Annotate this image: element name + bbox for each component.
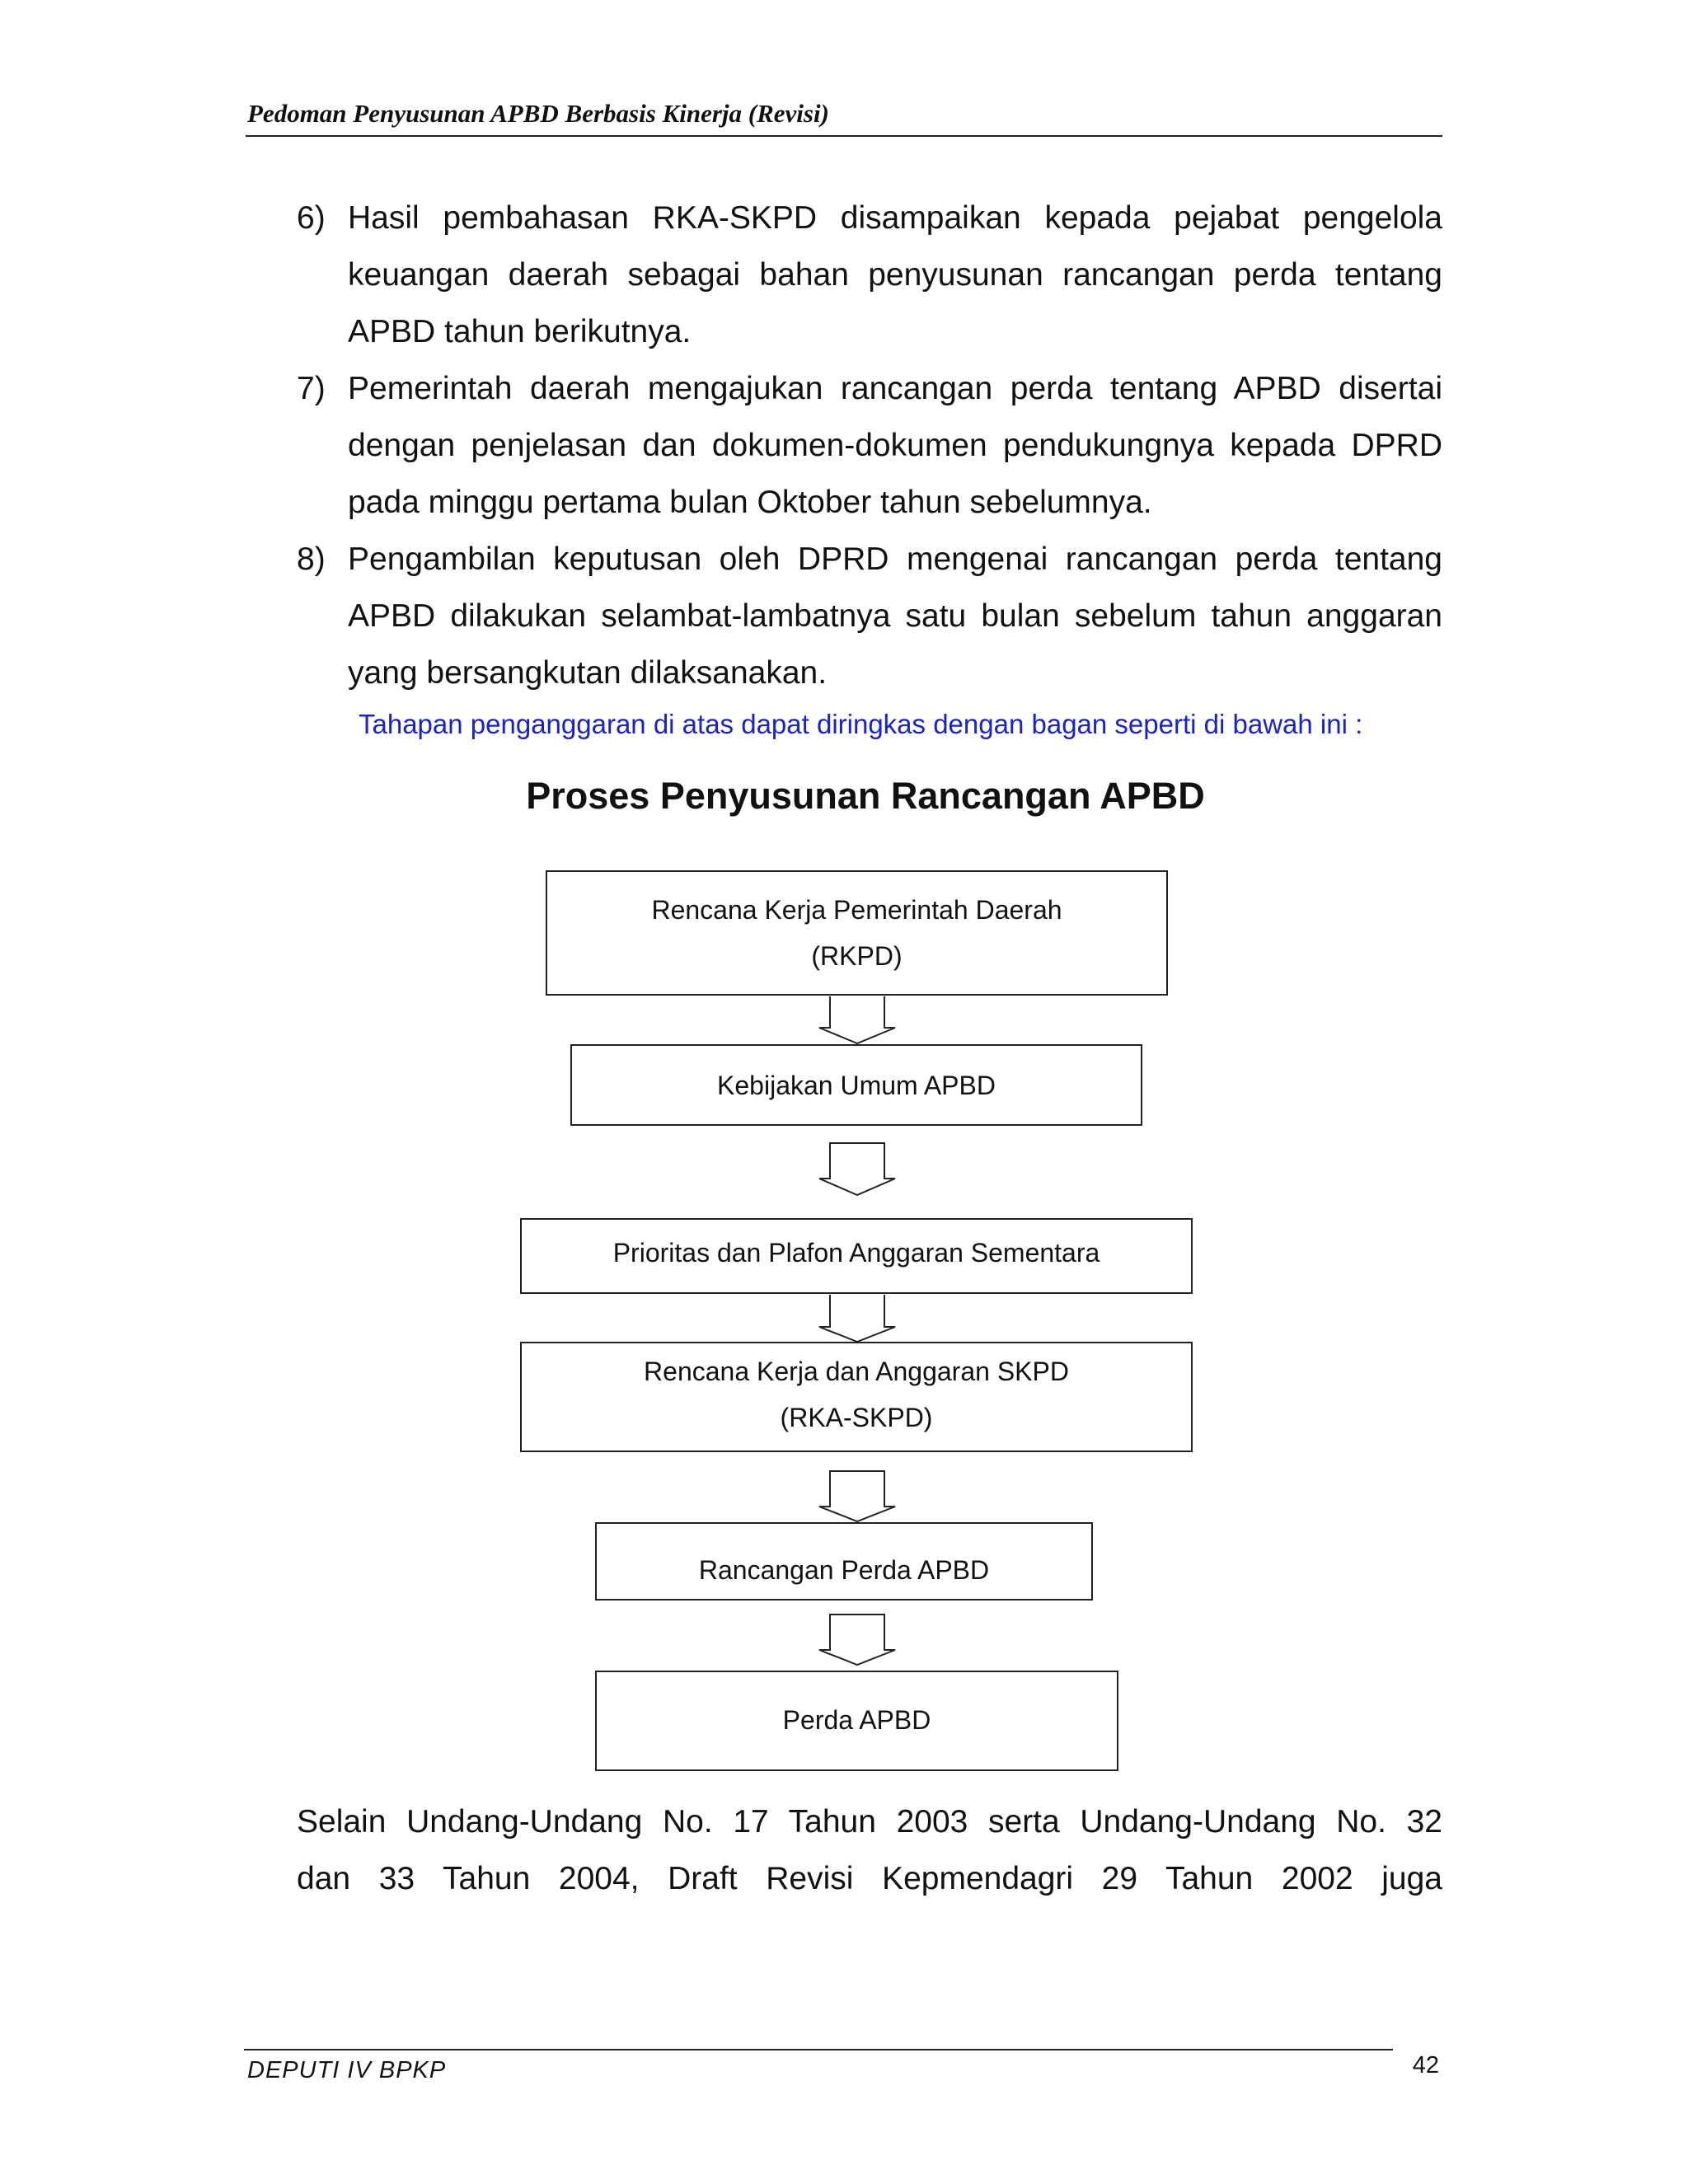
flow-step-label: Kebijakan Umum APBD — [717, 1071, 996, 1100]
diagram-title-text: Proses Penyusunan Rancangan APBD — [526, 775, 1205, 817]
flow-step-ppas — [520, 1218, 1193, 1294]
down-arrow-icon — [816, 1294, 898, 1343]
flow-step-label: Perda APBD — [782, 1705, 931, 1735]
flow-step-label: Rancangan Perda APBD — [698, 1555, 990, 1585]
down-arrow-icon — [816, 1614, 898, 1666]
down-arrow-icon — [816, 1470, 898, 1523]
list-text: Pemerintah daerah mengajukan rancangan perda tentang APBD disertai dengan penjelasan dan dokumen-dokumen pendukungnya kepada DPRD pada minggu pertama bulan Oktober tahun sebelumnya. — [348, 371, 1442, 520]
page-number: 42 — [1412, 2052, 1439, 2079]
list-number: 8) — [297, 541, 326, 577]
flow-step-rkpd — [546, 870, 1168, 996]
list-text: Hasil pembahasan RKA-SKPD disampaikan kepada pejabat pengelola keuangan daerah sebagai bahan penyusunan rancangan perda tentang APBD tahun berikutnya. — [348, 200, 1442, 349]
list-item — [297, 190, 1442, 360]
body-paragraph: Selain Undang-Undang No. 17 Tahun 2003 serta Undang-Undang No. 32 dan 33 Tahun 2004, Draft Revisi Kepmendagri 29 Tahun 2002 juga — [297, 1804, 1442, 1896]
list-item — [297, 360, 1442, 531]
numbered-list — [297, 190, 1442, 701]
down-arrow-icon — [816, 996, 898, 1045]
list-text: Pengambilan keputusan oleh DPRD mengenai rancangan perda tentang APBD dilakukan selambat-lambatnya satu bulan sebelum tahun anggaran yang bersangkutan dilaksanakan. — [348, 541, 1442, 691]
footer-organization: DEPUTI IV BPKP — [247, 2057, 447, 2083]
list-item — [297, 531, 1442, 701]
flow-step-label: Rencana Kerja dan Anggaran SKPD — [644, 1357, 1069, 1386]
flow-step-rancangan-perda — [595, 1522, 1093, 1601]
flow-step-sublabel: (RKA-SKPD) — [780, 1403, 933, 1432]
diagram-title — [0, 775, 1688, 818]
down-arrow-icon — [816, 1142, 898, 1197]
flow-step-kebijakan-umum — [570, 1044, 1142, 1126]
flow-step-label: Rencana Kerja Pemerintah Daerah — [651, 895, 1062, 925]
flow-step-label: Prioritas dan Plafon Anggaran Sementara — [612, 1238, 1100, 1268]
diagram-intro-note: Tahapan penganggaran di atas dapat diringkas dengan bagan seperti di bawah ini : — [359, 709, 1363, 739]
flow-step-sublabel: (RKPD) — [811, 941, 903, 971]
page-header — [246, 96, 1442, 137]
flow-step-rka-skpd — [520, 1342, 1193, 1452]
document-title: Pedoman Penyusunan APBD Berbasis Kinerja (Revisi) — [247, 99, 829, 128]
list-number: 6) — [297, 200, 326, 236]
flow-step-perda — [595, 1671, 1118, 1771]
footer-divider — [244, 2049, 1393, 2050]
list-number: 7) — [297, 371, 326, 406]
